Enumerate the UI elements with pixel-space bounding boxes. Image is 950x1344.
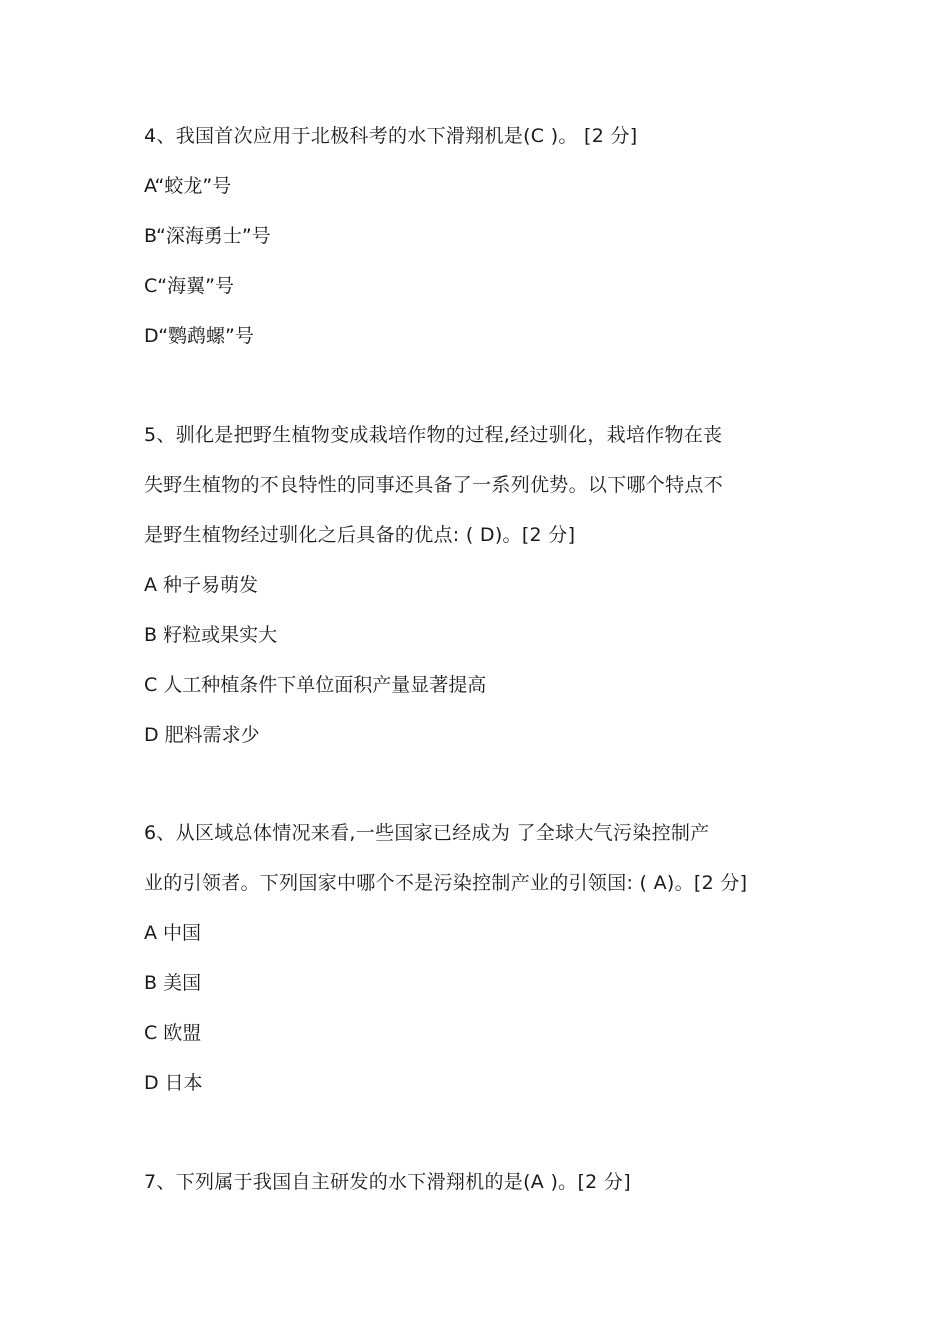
answer-option-b: B 籽粒或果实大 [144, 624, 278, 646]
answer-option-d: D 肥料需求少 [144, 724, 260, 746]
answer-option-c: C“海翼”号 [144, 275, 234, 297]
question-stem-line: 失野生植物的不良特性的同事还具备了一系列优势。以下哪个特点不 [144, 474, 724, 496]
question-stem-line: 6、从区域总体情况来看,一些国家已经成为 了全球大气污染控制产 [144, 822, 710, 844]
answer-option-d: D 日本 [144, 1072, 203, 1094]
answer-option-a: A“蛟龙”号 [144, 175, 232, 197]
question-5 [144, 410, 814, 760]
answer-option-d: D“鹦鹉螺”号 [144, 325, 254, 347]
question-stem-line: 7、下列属于我国自主研发的水下滑翔机的是(A )。[2 分] [144, 1171, 631, 1193]
question-stem [144, 410, 814, 560]
question-stem-line: 是野生植物经过驯化之后具备的优点: ( D)。[2 分] [144, 524, 576, 546]
question-6 [144, 808, 814, 1108]
answer-option-a: A 中国 [144, 922, 202, 944]
answer-option-b: B 美国 [144, 972, 202, 994]
answer-option-c: C 人工种植条件下单位面积产量显著提高 [144, 674, 487, 696]
question-7 [144, 1157, 814, 1207]
question-stem [144, 1157, 814, 1207]
answer-option-c: C 欧盟 [144, 1022, 202, 1044]
question-stem [144, 111, 814, 161]
question-stem [144, 808, 814, 908]
answer-option-b: B“深海勇士”号 [144, 225, 271, 247]
answer-option-a: A 种子易萌发 [144, 574, 259, 596]
question-stem-line: 5、驯化是把野生植物变成栽培作物的过程,经过驯化，栽培作物在丧 [144, 424, 723, 446]
question-stem-line: 业的引领者。下列国家中哪个不是污染控制产业的引领国: ( A)。[2 分] [144, 872, 748, 894]
question-4 [144, 111, 814, 361]
question-stem-line: 4、我国首次应用于北极科考的水下滑翔机是(C )。 [2 分] [144, 125, 638, 147]
